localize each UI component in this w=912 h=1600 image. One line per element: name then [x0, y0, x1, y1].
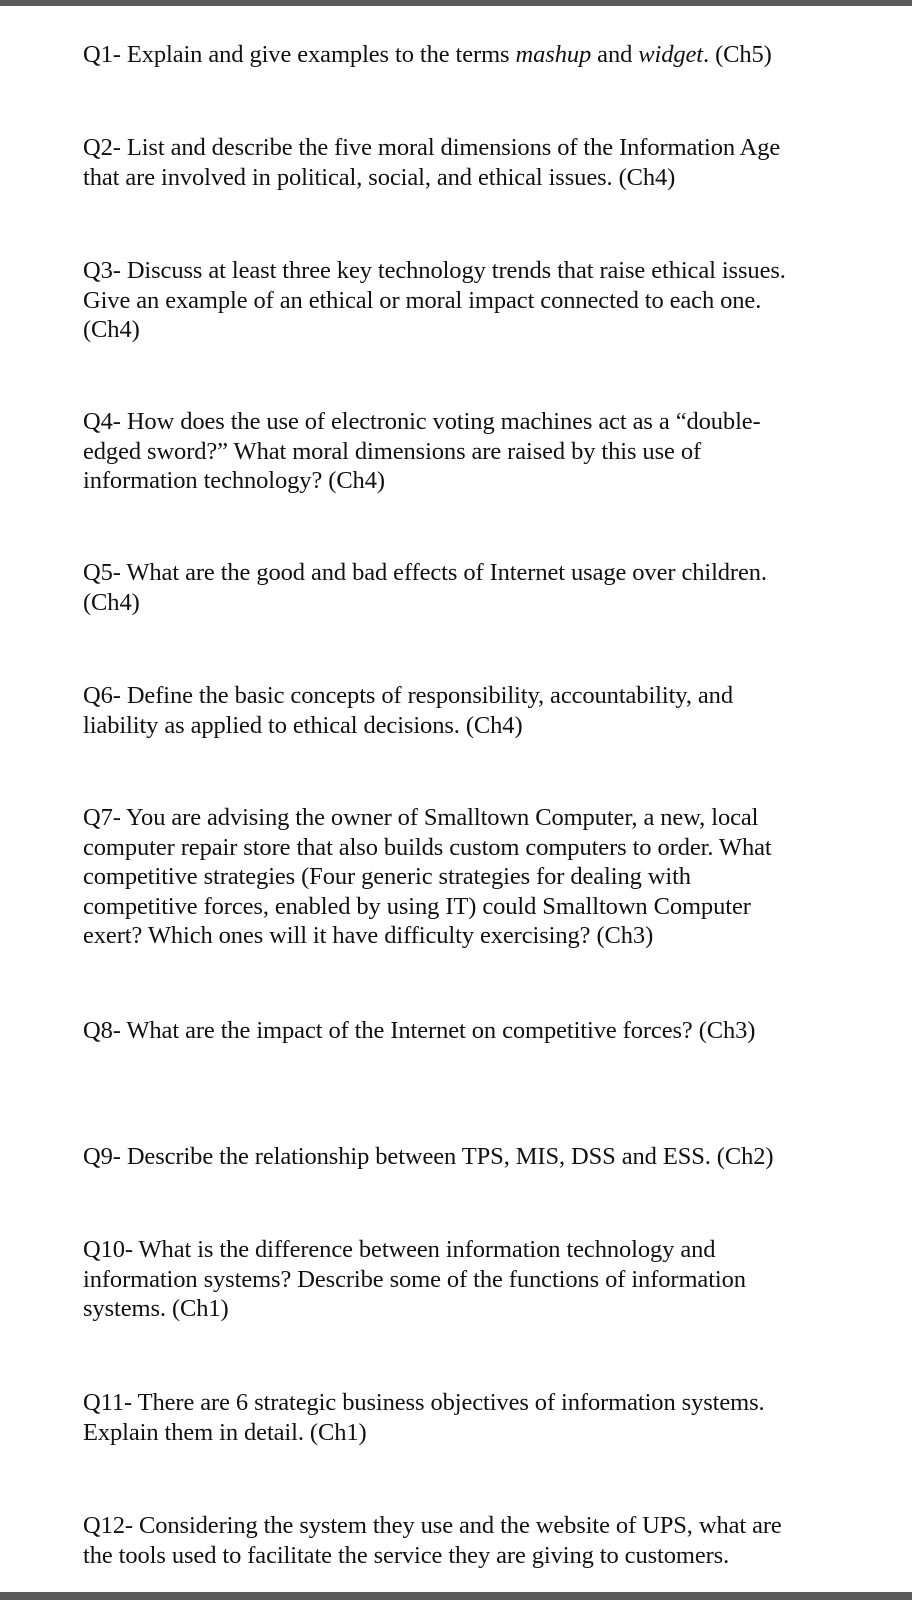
question-line: competitive forces, enabled by using IT) could Smalltown Computer	[83, 892, 751, 920]
question-line: Q12- Considering the system they use and the website of UPS, what are	[83, 1512, 782, 1539]
question-line: systems. (Ch1)	[83, 1295, 229, 1322]
question-line: competitive strategies (Four generic strategies for dealing with	[83, 863, 691, 890]
question-text: . (Ch5)	[703, 41, 772, 68]
question-line: Q10- What is the difference between information technology and	[83, 1236, 716, 1263]
question-line: information systems? Describe some of the functions of information	[83, 1265, 746, 1293]
question-line: Q6- Define the basic concepts of responsibility, accountability, and	[83, 682, 733, 709]
question-line: Q3- Discuss at least three key technology trends that raise ethical issues.	[83, 257, 786, 284]
question-line	[83, 40, 883, 70]
question-q6	[83, 681, 883, 740]
question-line: Q8- What are the impact of the Internet on competitive forces? (Ch3)	[83, 1017, 756, 1044]
question-text: Q1- Explain and give examples to the terms	[83, 41, 516, 68]
question-line: Explain them in detail. (Ch1)	[83, 1418, 367, 1446]
term-widget: widget	[638, 41, 704, 68]
question-line: Q9- Describe the relationship between TPS, MIS, DSS and ESS. (Ch2)	[83, 1143, 774, 1170]
question-q7	[83, 803, 883, 951]
question-q4	[83, 407, 883, 496]
bottom-border-bar	[0, 1592, 912, 1600]
question-line: the tools used to facilitate the service they are giving to customers.	[83, 1541, 730, 1569]
question-q12	[83, 1511, 883, 1570]
question-line: (Ch4)	[83, 316, 140, 343]
question-line: Q5- What are the good and bad effects of Internet usage over children.	[83, 559, 767, 586]
question-text: and	[591, 41, 639, 68]
question-q8	[83, 1016, 883, 1046]
question-line: Q7- You are advising the owner of Smalltown Computer, a new, local	[83, 804, 759, 831]
question-line: Q4- How does the use of electronic voting machines act as a “double-	[83, 408, 761, 435]
question-line: edged sword?” What moral dimensions are raised by this use of	[83, 437, 702, 465]
question-line: Q2- List and describe the five moral dimensions of the Information Age	[83, 134, 781, 161]
question-q3	[83, 256, 883, 345]
question-line: information technology? (Ch4)	[83, 467, 385, 494]
question-q10	[83, 1235, 883, 1324]
question-line: Give an example of an ethical or moral impact connected to each one.	[83, 286, 762, 314]
question-q9	[83, 1142, 883, 1172]
question-line: Q11- There are 6 strategic business objectives of information systems.	[83, 1389, 765, 1416]
question-q1	[83, 40, 883, 70]
question-q5	[83, 558, 883, 617]
question-line: exert? Which ones will it have difficulty exercising? (Ch3)	[83, 922, 654, 949]
question-line: (Ch4)	[83, 588, 140, 616]
term-mashup: mashup	[515, 41, 592, 68]
question-line: computer repair store that also builds custom computers to order. What	[83, 833, 772, 861]
question-q11	[83, 1388, 883, 1447]
top-border-bar	[0, 0, 912, 6]
question-line: liability as applied to ethical decisions. (Ch4)	[83, 711, 523, 739]
question-q2	[83, 133, 883, 192]
question-line: that are involved in political, social, and ethical issues. (Ch4)	[83, 163, 676, 191]
